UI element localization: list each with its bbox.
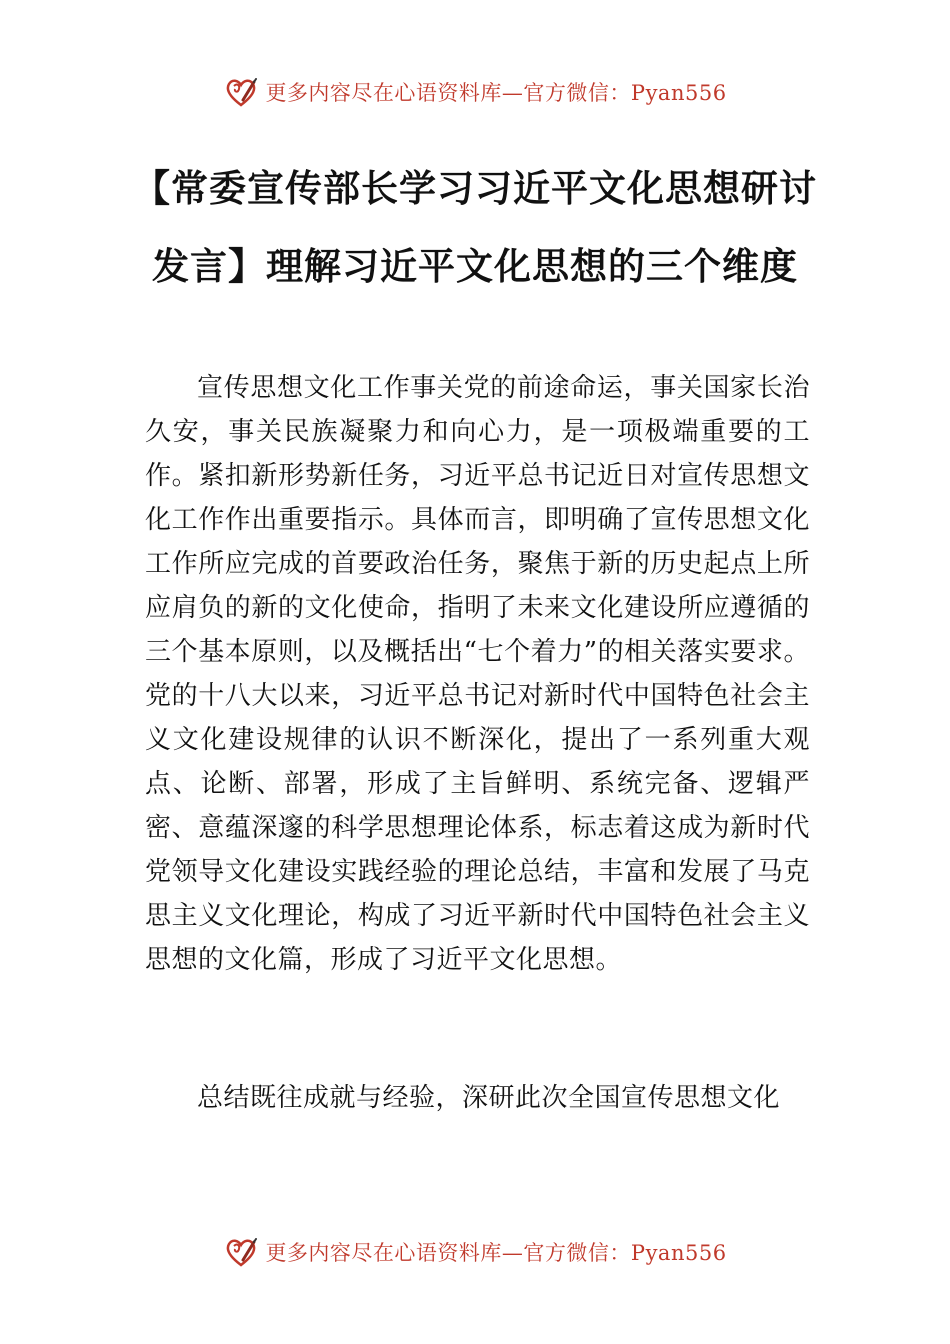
header-banner <box>0 70 950 114</box>
heart-pen-logo-icon <box>223 1234 259 1270</box>
body-paragraph-1: 宣传思想文化工作事关党的前途命运，事关国家长治久安，事关民族凝聚力和向心力，是一项极端重要的工作。紧扣新形势新任务，习近平总书记近日对宣传思想文化工作作出重要指示。具体而言，即明确了宣传思想文化工作所应完成的首要政治任务，聚焦于新的历史起点上所应肩负的新的文化使命，指明了未来文化建设所应遵循的三个基本原则，以及概括出“七个着力”的相关落实要求。党的十八大以来，习近平总书记对新时代中国特色社会主义文化建设规律的认识不断深化，提出了一系列重大观点、论断、部署，形成了主旨鲜明、系统完备、逻辑严密、意蕴深邃的科学思想理论体系，标志着这成为新时代党领导文化建设实践经验的理论总结，丰富和发展了马克思主义文化理论，构成了习近平新时代中国特色社会主义思想的文化篇，形成了习近平文化思想。 <box>145 373 810 975</box>
document-title: 【常委宣传部长学习习近平文化思想研讨发言】理解习近平文化思想的三个维度 <box>133 167 817 288</box>
header-banner-text: 更多内容尽在心语资料库—官方微信：Pyan556 <box>265 81 727 105</box>
footer-banner <box>0 1230 950 1274</box>
heart-pen-logo-icon <box>223 74 259 110</box>
footer-banner-text: 更多内容尽在心语资料库—官方微信：Pyan556 <box>265 1241 727 1265</box>
body-paragraph-2: 总结既往成就与经验，深研此次全国宣传思想文化 <box>197 1083 781 1113</box>
